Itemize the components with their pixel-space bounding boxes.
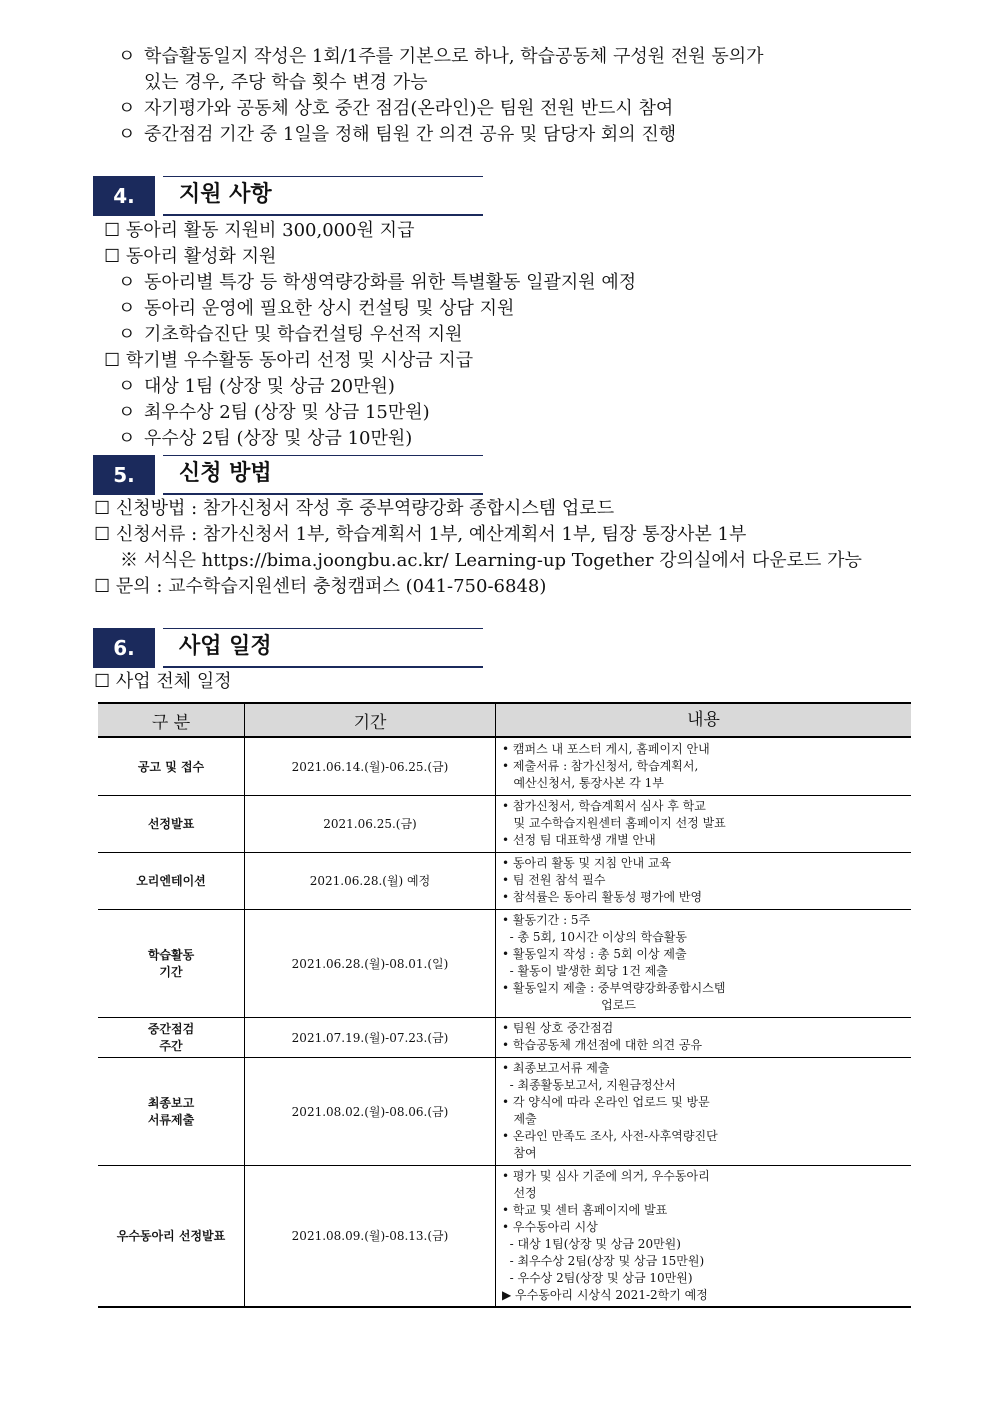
box-line <box>94 496 614 522</box>
row-period: 2021.08.02.(월)-08.06.(금) <box>245 1057 496 1165</box>
row-content: • 팀원 상호 중간점검 • 학습공동체 개선점에 대한 의견 공유 <box>496 1017 912 1057</box>
bullet-text: 기초학습진단 및 학습컨설팅 우선적 지원 <box>144 324 463 345</box>
table-row <box>98 1017 911 1057</box>
box-line <box>104 348 473 374</box>
line-text: 학기별 우수활동 동아리 선정 및 시상금 지급 <box>125 350 474 371</box>
row-content: • 활동기간 : 5주 - 총 5회, 10시간 이상의 학습활동 • 활동일지 작성 : 총 5회 이상 제출 - 활동이 발생한 회당 1건 제출 • 활동일지 제출 : 중부역량강화종합시스템 업로드 <box>496 909 912 1017</box>
checkbox-icon: ☐ <box>94 576 111 597</box>
box-line <box>104 244 276 270</box>
row-content: • 참가신청서, 학습계획서 심사 후 학교 및 교수학습지원센터 홈페이지 선정 발표 • 선정 팀 대표학생 개별 안내 <box>496 795 912 852</box>
bullet-line <box>118 400 430 426</box>
circle-bullet-icon: ㅇ <box>118 272 136 293</box>
row-category: 최종보고 서류제출 <box>98 1057 245 1165</box>
section-5-header <box>93 455 483 495</box>
row-period: 2021.06.28.(월)-08.01.(일) <box>245 909 496 1017</box>
note-line <box>120 548 862 574</box>
bullet-line <box>118 44 764 70</box>
box-line <box>94 522 746 548</box>
bullet-line <box>118 96 673 122</box>
column-header: 내용 <box>496 703 912 737</box>
checkbox-icon: ☐ <box>94 671 111 692</box>
bullet-line <box>118 296 514 322</box>
bullet-line: 있는 경우, 주당 학습 횟수 변경 가능 <box>144 72 428 93</box>
row-category: 중간점검 주간 <box>98 1017 245 1057</box>
row-category: 공고 및 접수 <box>98 737 245 795</box>
line-text: 사업 전체 일정 <box>115 671 232 692</box>
bullet-text: 자기평가와 공동체 상호 중간 점검(온라인)은 팀원 전원 반드시 참여 <box>144 98 674 119</box>
column-header: 기간 <box>245 703 496 737</box>
line-text: 신청방법 : 참가신청서 작성 후 중부역량강화 종합시스템 업로드 <box>115 498 615 519</box>
section-number: 4. <box>93 176 155 216</box>
circle-bullet-icon: ㅇ <box>118 124 136 145</box>
section-title: 사업 일정 <box>179 634 272 659</box>
line-text: 신청서류 : 참가신청서 1부, 학습계획서 1부, 예산계획서 1부, 팀장 통장사본 1부 <box>115 524 747 545</box>
row-category: 학습활동 기간 <box>98 909 245 1017</box>
checkbox-icon: ☐ <box>94 498 111 519</box>
row-category: 오리엔테이션 <box>98 852 245 909</box>
table-row <box>98 909 911 1017</box>
table-row <box>98 1057 911 1165</box>
bullet-text: 최우수상 2팀 (상장 및 상금 15만원) <box>144 402 430 423</box>
section-title: 신청 방법 <box>179 461 272 486</box>
row-category: 우수동아리 선정발표 <box>98 1165 245 1307</box>
column-header: 구 분 <box>98 703 245 737</box>
table-header-row <box>98 703 911 737</box>
bullet-text: 중간점검 기간 중 1일을 정해 팀원 간 의견 공유 및 담당자 회의 진행 <box>144 124 677 145</box>
section-number: 6. <box>93 628 155 668</box>
line-text: 서식은 https://bima.joongbu.ac.kr/ Learning-up Together 강의실에서 다운로드 가능 <box>143 550 862 571</box>
circle-bullet-icon: ㅇ <box>118 402 136 423</box>
section-title: 지원 사항 <box>179 182 272 207</box>
row-period: 2021.06.25.(금) <box>245 795 496 852</box>
table-row <box>98 737 911 795</box>
divider <box>163 493 483 495</box>
row-category: 선정발표 <box>98 795 245 852</box>
row-content: • 평가 및 심사 기준에 의거, 우수동아리 선정 • 학교 및 센터 홈페이지에 발표 • 우수동아리 시상 - 대상 1팀(상장 및 상금 20만원) - 최우수상 2팀(상장 및 상금 15만원) - 우수상 2팀(상장 및 상금 10만원) ▶ 우수동아리 시상식 2021-2학기 예정 <box>496 1165 912 1307</box>
circle-bullet-icon: ㅇ <box>118 298 136 319</box>
box-line <box>94 574 546 600</box>
checkbox-icon: ☐ <box>104 350 121 371</box>
circle-bullet-icon: ㅇ <box>118 376 136 397</box>
row-content: • 캠퍼스 내 포스터 게시, 홈페이지 안내 • 제출서류 : 참가신청서, 학습계획서, 예산신청서, 통장사본 각 1부 <box>496 737 912 795</box>
section-6-header <box>93 628 483 668</box>
row-content: • 최종보고서류 제출 - 최종활동보고서, 지원금정산서 • 각 양식에 따라 온라인 업로드 및 방문 제출 • 온라인 만족도 조사, 사전-사후역량진단 참여 <box>496 1057 912 1165</box>
bullet-line <box>118 270 636 296</box>
bullet-text: 우수상 2팀 (상장 및 상금 10만원) <box>144 428 413 449</box>
circle-bullet-icon: ㅇ <box>118 46 136 67</box>
table-row <box>98 852 911 909</box>
table-row <box>98 1165 911 1307</box>
section-4-header <box>93 176 483 216</box>
bullet-text: 학습활동일지 작성은 1회/1주를 기본으로 하나, 학습공동체 구성원 전원 동의가 <box>144 46 764 67</box>
bullet-line <box>118 374 395 400</box>
checkbox-icon: ☐ <box>104 220 121 241</box>
checkbox-icon: ☐ <box>94 524 111 545</box>
divider <box>163 214 483 216</box>
bullet-line <box>118 322 462 348</box>
row-period: 2021.08.09.(월)-08.13.(금) <box>245 1165 496 1307</box>
row-period: 2021.06.14.(월)-06.25.(금) <box>245 737 496 795</box>
row-period: 2021.07.19.(월)-07.23.(금) <box>245 1017 496 1057</box>
box-line <box>94 669 232 695</box>
bullet-line <box>118 122 676 148</box>
note-icon: ※ <box>120 550 138 571</box>
bullet-line <box>118 426 412 452</box>
divider <box>163 666 483 668</box>
line-text: 동아리 활동 지원비 300,000원 지급 <box>125 220 415 241</box>
bullet-text: 동아리 운영에 필요한 상시 컨설팅 및 상담 지원 <box>144 298 515 319</box>
row-content: • 동아리 활동 및 지침 안내 교육 • 팀 전원 참석 필수 • 참석률은 동아리 활동성 평가에 반영 <box>496 852 912 909</box>
line-text: 문의 : 교수학습지원센터 충청캠퍼스 (041-750-6848) <box>115 576 547 597</box>
box-line <box>104 218 414 244</box>
bullet-text: 동아리별 특강 등 학생역량강화를 위한 특별활동 일괄지원 예정 <box>144 272 637 293</box>
table-row <box>98 795 911 852</box>
row-period: 2021.06.28.(월) 예정 <box>245 852 496 909</box>
schedule-table <box>98 702 911 1308</box>
circle-bullet-icon: ㅇ <box>118 98 136 119</box>
circle-bullet-icon: ㅇ <box>118 428 136 449</box>
line-text: 동아리 활성화 지원 <box>125 246 277 267</box>
circle-bullet-icon: ㅇ <box>118 324 136 345</box>
checkbox-icon: ☐ <box>104 246 121 267</box>
section-number: 5. <box>93 455 155 495</box>
bullet-text: 대상 1팀 (상장 및 상금 20만원) <box>144 376 395 397</box>
